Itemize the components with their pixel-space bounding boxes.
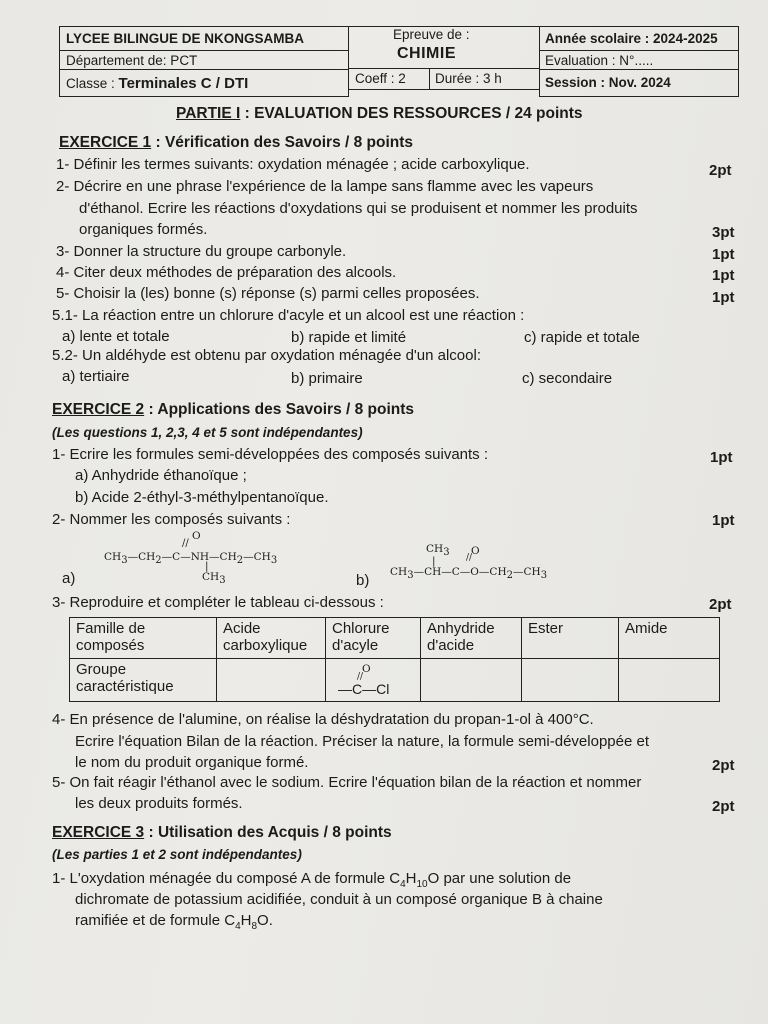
compound-b [356,543,586,589]
ex2-q4-line1: 4- En présence de l'alumine, on réalise la déshydratation du propan-1-ol à 400°C. [52,711,594,728]
duree: Durée : 3 h [435,71,502,86]
ex1-q4: 4- Citer deux méthodes de préparation des alcools. [56,264,397,281]
compound-b-methyl: $CH_3$ [426,543,450,559]
family-table-group-row [70,659,720,702]
ex2-q4-line3: le nom du produit organique formé. [75,754,309,771]
ex2-q5-line2: les deux produits formés. [75,795,243,812]
exercice-1-title: EXERCICE 1 : Vérification des Savoirs / 8 points [59,134,414,151]
chlorure-double-bond: // [357,672,364,682]
table-cell-chlorure-group [326,659,421,702]
ex1-q51: 5.1- La réaction entre un chlorure d'acyle et un alcool est une réaction : [52,307,525,324]
ex1-q51-option-a: a) lente et totale [62,328,170,345]
ex1-q52-option-b: b) primaire [291,370,363,387]
ex2-q3-points: 2pt [709,596,732,613]
compound-a-bond: | [205,560,209,572]
ex1-q2-points: 3pt [712,224,735,241]
ex2-q1-points: 1pt [710,449,733,466]
school-name: LYCEE BILINGUE DE NKONGSAMBA [66,31,305,46]
ex1-q3-points: 1pt [712,246,735,263]
compound-b-bond: | [432,555,436,567]
family-table-header-row [70,618,720,659]
compound-a-chain: $CH_3—CH_2—C—NH—CH_2—CH_3$ [104,551,278,567]
ex1-q2-line2: d'éthanol. Ecrire les réactions d'oxydations qui se produisent et nommer les produits [79,200,638,217]
ex2-q1-b: b) Acide 2-éthyl-3-méthylpentanoïque. [75,489,329,506]
table-cell-acide-empty [217,659,326,702]
compound-a-double-bond: // [182,538,189,549]
compound-b-label: b) [356,572,370,589]
coeff: Coeff : 2 [355,71,406,86]
ex1-q52-option-c: c) secondaire [522,370,613,387]
ex1-q52: 5.2- Un aldéhyde est obtenu par oxydation ménagée d'un alcool: [52,347,481,364]
ex1-q2-line1: 2- Décrire en une phrase l'expérience de la lampe sans flamme avec les vapeurs [56,178,594,195]
ex3-q1-line2: dichromate de potassium acidifiée, conduit à un composé organique B à chaine [75,891,603,908]
table-header-amide: Amide [619,618,720,659]
family-table [69,617,720,702]
class-label: Classe : Terminales C / DTI [66,75,249,92]
ex3-q1-line3: ramifiée et de formule $C_4H_8O$. [75,912,273,932]
compound-b-chain: $CH_3—CH—C—O—CH_2—CH_3$ [390,566,548,582]
ex3-q1-line1: 1- L'oxydation ménagée du composé A de formule $C_4H_{10}O$ par une solution de [52,870,572,890]
ex1-q3: 3- Donner la structure du groupe carbonyle. [56,243,347,260]
partie-title: PARTIE I : EVALUATION DES RESSOURCES / 24 points [176,105,583,122]
session: Session : Nov. 2024 [545,75,671,90]
ex2-note: (Les questions 1, 2,3, 4 et 5 sont indépendantes) [52,425,363,440]
ex2-q1: 1- Ecrire les formules semi-développées des composés suivants : [52,446,489,463]
ex2-q5-line1: 5- On fait réagir l'éthanol avec le sodium. Ecrire l'équation bilan de la réaction et nommer [52,774,642,791]
ex1-q1: 1- Définir les termes suivants: oxydation ménagée ; acide carboxylique. [56,156,530,173]
compound-a-oxygen: O [192,530,201,542]
header-table [59,26,739,100]
ex1-q51-option-c: c) rapide et totale [524,329,640,346]
compound-a-label: a) [62,570,76,587]
ex1-q5-points: 1pt [712,289,735,306]
table-header-famille: Famille de composés [70,618,217,659]
ex2-q4-points: 2pt [712,757,735,774]
ex1-q5: 5- Choisir la (les) bonne (s) réponse (s) parmi celles proposées. [56,285,480,302]
table-cell-amide-empty [619,659,720,702]
table-row-label: Groupe caractéristique [70,659,217,702]
exercice-3-title: EXERCICE 3 : Utilisation des Acquis / 8 points [52,824,392,841]
ex1-q2-line3: organiques formés. [79,221,208,238]
ex1-q51-option-b: b) rapide et limité [291,329,407,346]
evaluation: Evaluation : N°..... [545,53,654,68]
ex2-q2-points: 1pt [712,512,735,529]
chlorure-oxygen: O [362,663,371,675]
compound-a-methyl: $CH_3$ [202,571,226,587]
school-year: Année scolaire : 2024-2025 [545,31,718,46]
ex2-q4-line2: Ecrire l'équation Bilan de la réaction. Préciser la nature, la formule semi-développée et [75,733,649,750]
table-header-ester: Ester [522,618,619,659]
exercice-2-title: EXERCICE 2 : Applications des Savoirs / 8 points [52,401,415,418]
table-cell-ester-empty [522,659,619,702]
ex2-q5-points: 2pt [712,798,735,815]
ex1-q52-option-a: a) tertiaire [62,368,130,385]
table-cell-anhydride-empty [421,659,522,702]
ex2-q3: 3- Reproduire et compléter le tableau ci-dessous : [52,594,384,611]
ex2-q2: 2- Nommer les composés suivants : [52,511,291,528]
table-header-acide: Acide carboxylique [217,618,326,659]
compound-b-oxygen: O [471,545,480,557]
ex2-q1-a: a) Anhydride éthanoïque ; [75,467,247,484]
department: Département de: PCT [66,53,198,68]
ex1-q1-points: 2pt [709,162,732,179]
chlorure-group: —C—Cl [338,681,390,697]
epreuve-label: Epreuve de : [393,27,470,42]
ex3-note: (Les parties 1 et 2 sont indépendantes) [52,847,302,862]
compound-a [62,530,312,586]
ex1-q4-points: 1pt [712,267,735,284]
subject: CHIMIE [397,45,456,62]
table-header-chlorure: Chlorure d'acyle [326,618,421,659]
table-header-anhydride: Anhydride d'acide [421,618,522,659]
compound-b-double-bond: // [466,553,473,563]
